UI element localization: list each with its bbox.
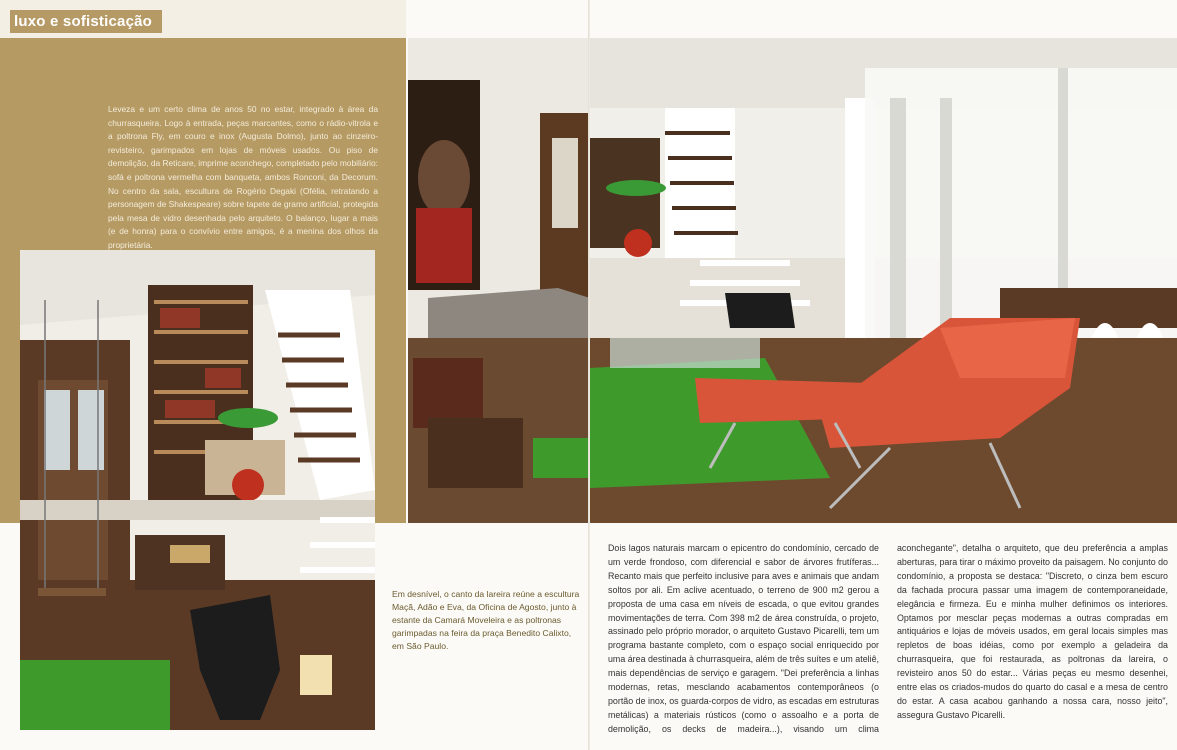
article-body: Dois lagos naturais marcam o epicentro do condomínio, cercado de um verde frondoso, com diferencial e sabor de árvores frutíferas... Recanto mais que perfeito inclusive para aves e animais que andam soltos por ali. Em aclive acentuado, o terreno de 900 m2 gerou a proposta de uma casa em níveis de escada, o que evitou grandes movimentações de terra. Com 398 m2 de área construída, o projeto, assinado pelo próprio morador, o arquiteto Gustavo Picarelli, tem um programa bastante completo, com o espaço social enriquecido por uma área destinada à churrasqueira, além de três suítes e um ateliê, mais dependências de serviço e garagem. "Dei preferência a linhas modernas, retas, mesclando acabamentos contemporâneos (o portão de inox, os guarda-corpos de vidro, as escadas em estruturas metálicas) a materiais rústicos (como o assoalho e a porta de demolição, os decks de madeira...), visando um clima aconchegante", detalha o arquiteto, que deu preferência a amplas aberturas, para tirar o máximo proveito da paisagem. No conjunto do condomínio, a proposta se destaca: "Discreto, o cinza bem escuro da fachada procura passar uma imagem de contemporaneidade, elegância e firmeza. Eu e minha mulher definimos os interiores. Optamos por mesclar peças modernas a outras compradas em antiquários e lojas de móveis usados, em geral locais simples mas repletos de boas idéias, como por exemplo a geladeira da churrasqueira, que foi restaurada, as poltronas da lareira, o revisteiro anos 50 do estar... Várias peças eu mesmo desenhei, entre elas os criados-mudos do quarto do casal e a mesa de centro do estar. A casa acabou ganhando a nossa cara, nosso jeito", assegura Gustavo Picarelli. <box>608 543 1168 734</box>
photo-living-room-left <box>408 38 590 523</box>
intro-text: Leveza e um certo clima de anos 50 no estar, integrado à área da churrasqueira. Logo à entrada, peças marcantes, como o rádio-vitrola e a poltrona Fly, em couro e inox (Augusta Dolmo), junto ao cinzeiro-revisteiro, garimpados em lojas de móveis usados. Ou piso de demolição, da Reticare, imprime aconchego, completado pelo mobiliário: sofá e poltrona vermelha com banqueta, ambos Ronconi, da Decorum. No centro da sala, escultura de Rogério Degaki (Ofélia, retratando a personagem de Shakespeare) sobre tapete de gramo artificial, protegida pela mesa de vidro desenhada pelo arquiteto. O balanço, lugar a mais (e de honra) para o convívio entre amigos, é a menina dos olhos da proprietária. <box>108 104 378 250</box>
photo-staircase-library <box>20 250 375 730</box>
right-page <box>590 0 1177 750</box>
section-label: luxo e sofisticação <box>10 10 162 33</box>
photo-caption: Em desnível, o canto da lareira reúne a escultura Maçã, Adão e Eva, da Oficina de Agosto, junto à estante da Camará Moveleira e as poltronas garimpadas na feira da praça Benedito Calixto, em São Paulo. <box>392 589 580 651</box>
photo-living-room-right <box>590 38 1177 523</box>
